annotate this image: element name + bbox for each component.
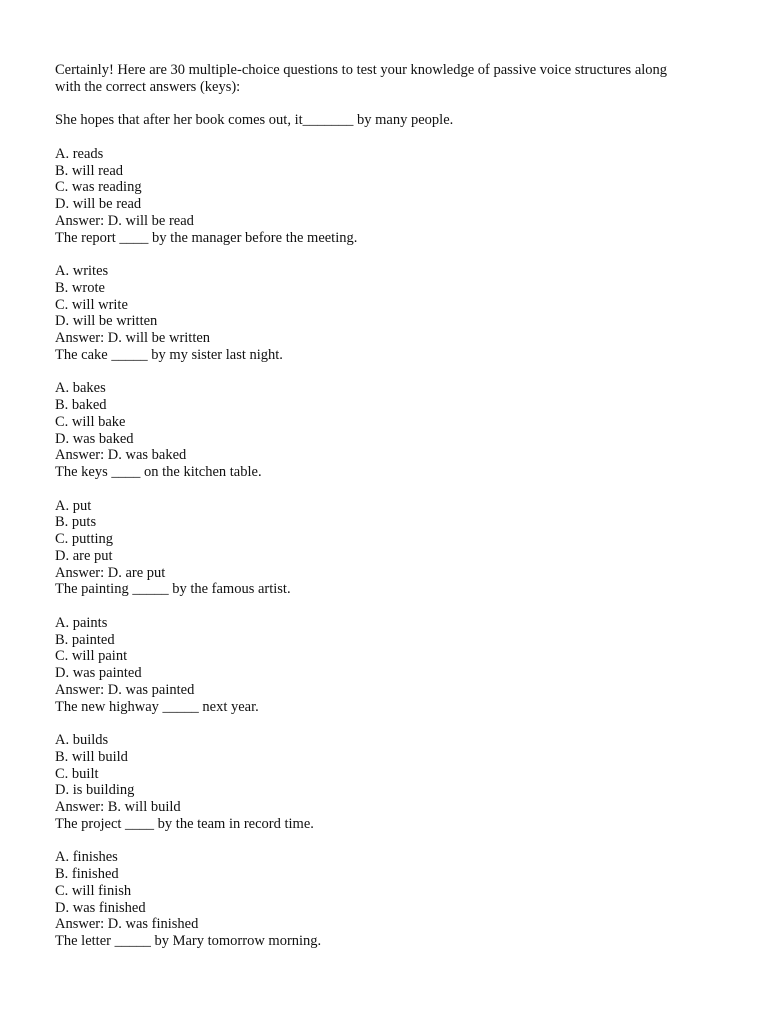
question-block bbox=[55, 699, 725, 816]
question-block bbox=[55, 230, 725, 347]
option-c: C. will finish bbox=[55, 882, 132, 899]
option-d: D. will be read bbox=[55, 196, 142, 212]
answer-key: Answer: D. are put bbox=[55, 564, 166, 581]
question-text: The keys ____ on the kitchen table. bbox=[55, 464, 262, 480]
question-text: The letter _____ by Mary tomorrow morning. bbox=[55, 933, 322, 949]
option-c: C. was reading bbox=[55, 179, 142, 196]
question-text: She hopes that after her book comes out, it_______ by many people. bbox=[55, 112, 454, 129]
intro-line: with the correct answers (keys): bbox=[55, 78, 241, 95]
answer-key: Answer: D. will be read bbox=[55, 212, 194, 229]
option-d: D. was finished bbox=[55, 899, 146, 916]
question-block bbox=[55, 464, 725, 581]
spacer bbox=[55, 96, 725, 113]
question-text: The cake _____ by my sister last night. bbox=[55, 346, 283, 363]
question-block bbox=[55, 581, 725, 698]
option-a: A. put bbox=[55, 497, 92, 514]
answer-key: Answer: D. will be written bbox=[55, 330, 211, 346]
option-d: D. was painted bbox=[55, 665, 142, 681]
spacer bbox=[55, 246, 725, 263]
spacer bbox=[55, 833, 725, 850]
option-b: B. will build bbox=[55, 748, 128, 765]
answer-key: Answer: D. was painted bbox=[55, 681, 195, 698]
document-body bbox=[55, 62, 725, 950]
answer-key: Answer: D. was finished bbox=[55, 916, 199, 933]
question-block bbox=[55, 816, 725, 933]
question-text: The project ____ by the team in record time. bbox=[55, 815, 314, 832]
option-d: D. was baked bbox=[55, 430, 134, 447]
option-a: A. paints bbox=[55, 614, 108, 631]
question-block bbox=[55, 347, 725, 464]
option-c: C. putting bbox=[55, 531, 114, 547]
option-b: B. baked bbox=[55, 397, 107, 413]
option-c: C. built bbox=[55, 765, 99, 782]
option-b: B. finished bbox=[55, 866, 119, 882]
option-c: C. will paint bbox=[55, 648, 128, 665]
spacer bbox=[55, 364, 725, 381]
question-block bbox=[55, 112, 725, 229]
answer-key: Answer: D. was baked bbox=[55, 447, 187, 464]
spacer bbox=[55, 598, 725, 615]
spacer bbox=[55, 129, 725, 146]
option-a: A. bakes bbox=[55, 380, 106, 397]
intro-paragraph bbox=[55, 62, 725, 96]
option-d: D. are put bbox=[55, 547, 113, 564]
option-a: A. reads bbox=[55, 145, 104, 162]
question-text: The report ____ by the manager before the meeting. bbox=[55, 229, 358, 246]
spacer bbox=[55, 481, 725, 498]
option-c: C. will bake bbox=[55, 413, 126, 430]
question-text: The painting _____ by the famous artist. bbox=[55, 581, 291, 598]
option-b: B. painted bbox=[55, 631, 115, 648]
option-c: C. will write bbox=[55, 296, 128, 313]
option-a: A. writes bbox=[55, 263, 109, 279]
option-d: D. is building bbox=[55, 782, 135, 799]
option-d: D. will be written bbox=[55, 313, 158, 330]
question-text: The new highway _____ next year. bbox=[55, 698, 259, 715]
option-b: B. wrote bbox=[55, 279, 105, 296]
option-a: A. builds bbox=[55, 732, 109, 748]
option-b: B. will read bbox=[55, 162, 124, 179]
intro-line: Certainly! Here are 30 multiple-choice questions to test your knowledge of passive voice structures along bbox=[55, 62, 668, 78]
spacer bbox=[55, 715, 725, 732]
answer-key: Answer: B. will build bbox=[55, 799, 181, 815]
option-a: A. finishes bbox=[55, 849, 118, 866]
option-b: B. puts bbox=[55, 514, 97, 531]
